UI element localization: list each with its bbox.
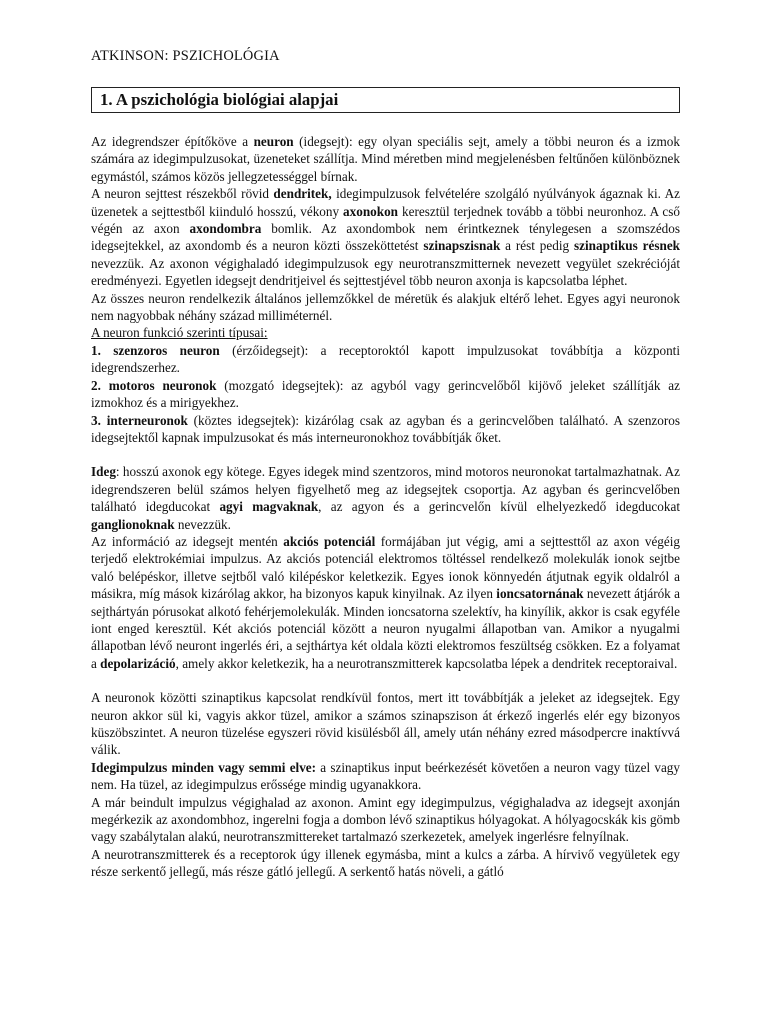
term-ganglionoknak: ganglionoknak	[91, 516, 175, 532]
term-minden-vagy-semmi: Idegimpulzus minden vagy semmi elve:	[91, 759, 317, 775]
paragraph-gap	[91, 446, 680, 463]
term-agyi-magvaknak: agyi magvaknak	[219, 499, 319, 515]
term-axondombra: axondombra	[189, 221, 262, 237]
term-axonokon: axonokon	[343, 203, 399, 219]
term-depolarizacio: depolarizáció	[100, 655, 176, 671]
term-szinaptikus-res: szinaptikus résnek	[574, 238, 681, 254]
paragraph-8: A már beindult impulzus végighalad az axonon. Amint egy idegimpulzus, végighaladva az idegsejt axonján megérkezik az axondombhoz, ingerelni fogja a dombon lévő szinaptikus hólyagokat. A hólyagocskák kis gömb vagy szabálytalan alakú, neurotranszmittereket tartalmazó szerkezetek, amelyek ingerlésre felnyílnak.	[91, 794, 680, 845]
document-header: ATKINSON: PSZICHOLÓGIA	[91, 48, 280, 64]
neuron-type-3: 3. interneuronok (köztes idegsejtek): kizárólag csak az agyban és a gerincvelőben található. A szenzoros idegsejtektől kapnak impulzusokat és más interneuronokhoz továbbítják őket.	[91, 412, 680, 445]
neuron-type-1: 1. szenzoros neuron (érzőidegsejt): a receptoroktól kapott impulzusokat továbbítja a központi idegrendszerhez.	[91, 342, 680, 376]
paragraph-gap	[91, 672, 680, 689]
paragraph-7: Idegimpulzus minden vagy semmi elve: a szinaptikus input beérkezését követően a neuron vagy tüzel vagy nem. Ha tüzel, az idegimpulzus erőssége mindig ugyanakkora.	[91, 759, 680, 793]
paragraph-3: Az összes neuron rendelkezik általános jellemzőkkel de méretük és alakjuk eltérő lehet. Egyes agyi neuronok nem nagyobbak néhány század milliméternél.	[91, 290, 680, 324]
paragraph-2: A neuron sejttest részekből rövid dendritek, idegimpulzusok felvételére szolgáló nyúlványok ágaznak ki. Az üzenetek a sejttestből kiinduló hosszú, vékony axonokon keresztül terjednek tovább a többi neuronhoz. A cső végén az axon axondombra bomlik. Az axondombok nem érintkeznek ténylegesen a szomszédos idegsejtekkel, az axondomb és a neuron közti összeköttetést szinapszisnak a rést pedig szinaptikus résnek nevezzük. Az axonon végighaladó idegimpulzusok egy neurotranszmitternek nevezett vegyület szekrécióját eredményezi. Egyetlen idegsejt dendritjeivel és sejttestjével több neuron axonja is kapcsolatba léphet.	[91, 186, 681, 289]
term-szinapszisnak: szinapszisnak	[423, 238, 501, 254]
neuron-type-2: 2. motoros neuronok (mozgató idegsejtek): az agyból vagy gerincvelőből kijövő jeleket szállítják az izmokhoz és a mirigyekhez.	[91, 377, 680, 411]
types-heading: A neuron funkció szerinti típusai:	[91, 325, 268, 341]
term-ioncsatornanak: ioncsatornának	[496, 586, 584, 602]
term-dendritek: dendritek,	[273, 186, 332, 202]
term-ideg: Ideg	[91, 464, 116, 480]
term-neuron: neuron	[253, 134, 294, 149]
paragraph-1: Az idegrendszer építőköve a neuron (idegsejt): egy olyan speciális sejt, amely a többi neuron és a izmok számára az idegimpulzusokat, üzeneteket szállítja. Mind méretben mind megjelenésben feltűnően különböznek egymástól, számos közös jellegzetességgel bírnak.	[91, 134, 680, 184]
paragraph-9: A neurotranszmitterek és a receptorok úgy illenek egymásba, mint a kulcs a zárba. A hírvivő vegyületek egy része serkentő jellegű, más része gátló jellegű. A serkentő hatás növeli, a gátló	[91, 846, 680, 880]
paragraph-4: Ideg: hosszú axonok egy kötege. Egyes idegek mind szentzoros, mind motoros neuronokat tartalmazhatnak. Az idegrendszeren belül számos helyen figyelhető meg az idegsejtek csoportja. Az agyban és gerincvelőben található idegducokat agyi magvaknak, az agyon és a gerincvelőn kívül elhelyezkedő idegducokat ganglionoknak nevezzük.	[91, 464, 680, 532]
document-body	[91, 133, 680, 881]
paragraph-5: Az információ az idegsejt mentén akciós potenciál formájában jut végig, ami a sejttesttől az axon végéig terjedő elektrokémiai impulzus. Az akciós potenciál elektromos töltéssel rendelkező molekulák ionok sejtbe való belépéskor, illetve sejtből való kilépéskor keletkezik. Egyes ionok könnyedén átjutnak egyik oldalról a másikra, míg mások kizárólag akkor, ha bizonyos kapuk kinyilnak. Az ilyen ioncsatornának nevezett átjárók a sejthártyán pórusokat alkotó fehérjemolekulák. Minden ioncsatorna szelektív, ha kinyílik, akkor is csak egyféle iont enged keresztül. Két akciós potenciál között a neuron nyugalmi állapotban van. Amikor a nyugalmi állapotban lévő neuront ingerlés éri, a sejthártya két oldala közti elektromos feszültség csökken. Ez a folyamat a depolarizáció, amely akkor keletkezik, ha a neurotranszmitterek kapcsolatba lépek a dendritek receptoraival.	[91, 533, 681, 671]
paragraph-6: A neuronok közötti szinaptikus kapcsolat rendkívül fontos, mert itt továbbítják a jeleket az idegsejtek. Egy neuron akkor sül ki, vagyis akkor tüzel, amikor a számos szinapszison át érkező ingerlés elér egy bizonyos küszöbszintet. A neuron tüzelése egyszeri rövid kisülésből áll, amely után néhány ezred másodpercre inaktívvá válik.	[91, 690, 680, 758]
section-title: 1. A pszichológia biológiai alapjai	[91, 87, 680, 113]
term-akcios-potencial: akciós potenciál	[283, 533, 376, 549]
